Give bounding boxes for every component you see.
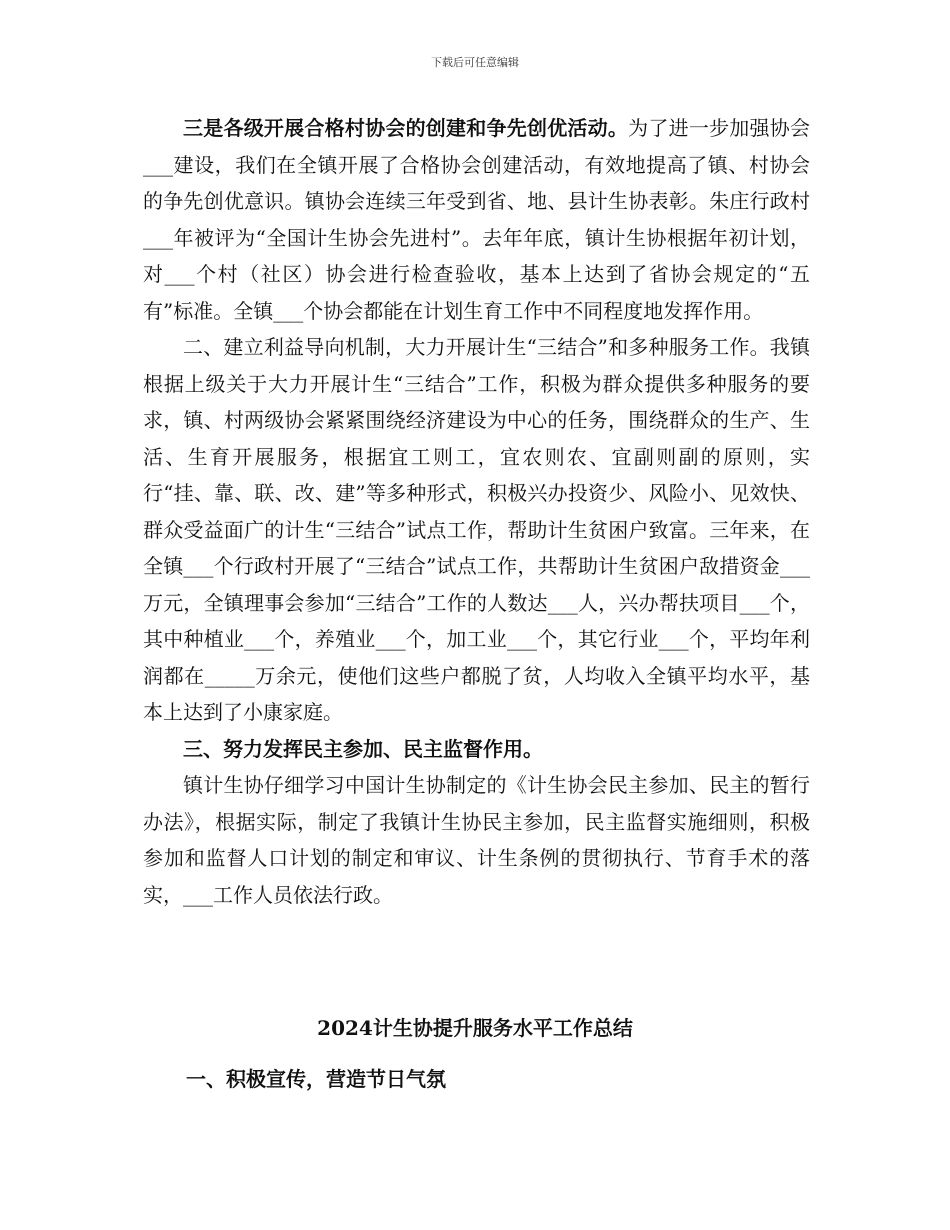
document-body	[143, 110, 810, 913]
section-heading: 一、积极宣传，营造节日气氛	[186, 1067, 446, 1091]
paragraph-3-heading: 三、努力发挥民主参加、民主监督作用。	[183, 736, 543, 761]
page-header-note: 下载后可任意编辑	[431, 56, 519, 69]
paragraph-1-bold-lead: 三是各级开展合格村协会的创建和争先创优活动。	[183, 116, 629, 140]
paragraph-2: 二、建立利益导向机制，大力开展计生“三结合”和多种服务工作。我镇根据上级关于大力开展计生“三结合”工作，积极为群众提供多种服务的要求，镇、村两级协会紧紧围绕经济建设为中心的任务，围绕群众的生产、生活、生育开展服务，根据宜工则工，宜农则农、宜副则副的原则，实行“挂、靠、联、改、建”等多种形式，积极兴办投资少、风险小、见效快、群众受益面广的计生“三结合”试点工作，帮助计生贫困户致富。三年来，在全镇___个行政村开展了“三结合”试点工作，共帮助计生贫困户敌措资金___万元，全镇理事会参加“三结合”工作的人数达___人，兴办帮扶项目___个，其中种植业___个，养殖业___个，加工业___个，其它行业___个，平均年利润都在_____万余元，使他们这些户都脱了贫，人均收入全镇平均水平，基本上达到了小康家庭。	[143, 335, 810, 724]
paragraph-4: 镇计生协仔细学习中国计生协制定的《计生协会民主参加、民主的暂行办法》，根据实际，制定了我镇计生协民主参加，民主监督实施细则，积极参加和监督人口计划的制定和审议、计生条例的贯彻执行、节育手术的落实，___工作人员依法行政。	[143, 773, 810, 907]
paragraph-1	[143, 110, 810, 329]
paragraph-1-text: 为了进一步加强协会___建设，我们在全镇开展了合格协会创建活动，有效地提高了镇、村协会的争先创优意识。镇协会连续三年受到省、地、县计生协表彰。朱庄行政村___年被评为“全国计生协会先进村”。去年年底，镇计生协根据年初计划，对___个村（社区）协会进行检查验收，基本上达到了省协会规定的“五有”标准。全镇___个协会都能在计划生育工作中不同程度地发挥作用。	[143, 116, 811, 323]
document-title: 2024计生协提升服务水平工作总结	[317, 1016, 633, 1040]
